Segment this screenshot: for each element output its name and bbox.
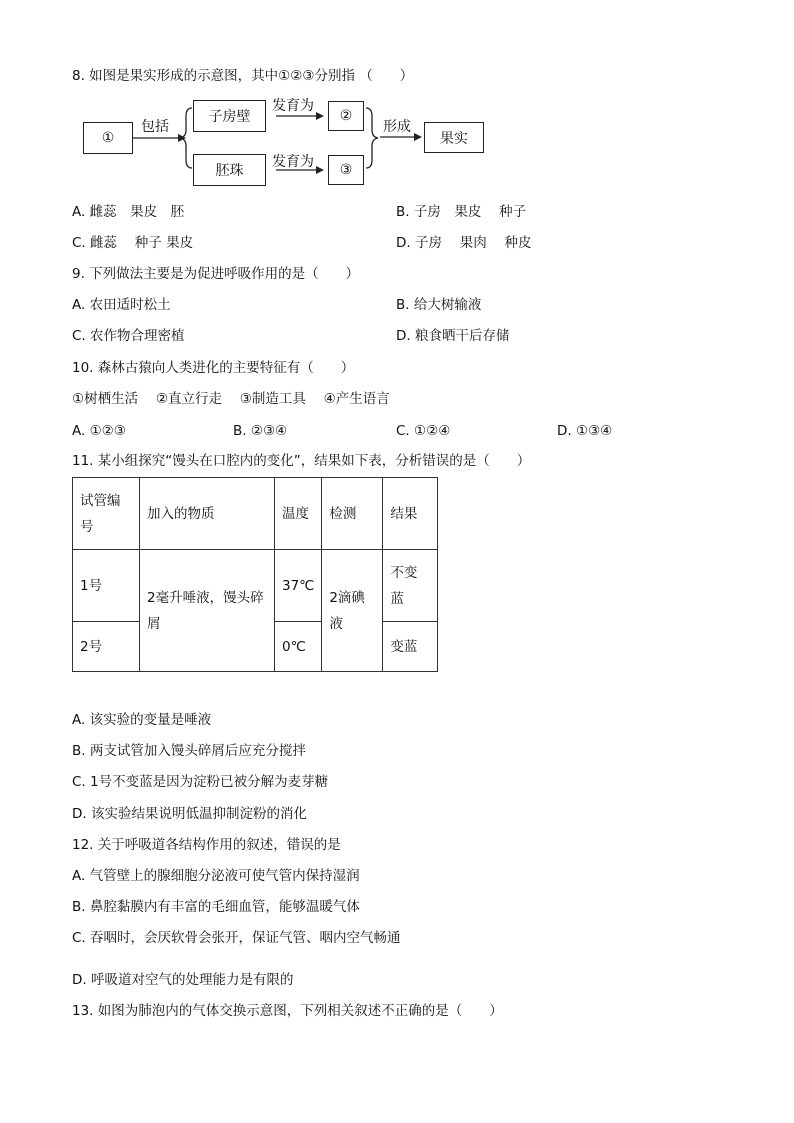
q10-option-d: D. ①③④ — [557, 423, 613, 439]
q12-stem: 12. 关于呼吸道各结构作用的叙述，错误的是 — [72, 837, 341, 853]
label-form: 形成 — [383, 119, 411, 135]
q13-stem: 13. 如图为肺泡内的气体交换示意图，下列相关叙述不正确的是（ ） — [72, 1003, 503, 1019]
cell-temp-1: 37℃ — [275, 550, 322, 622]
table-header-row — [73, 478, 438, 550]
q11-stem: 11. 某小组探究“馒头在口腔内的变化”，结果如下表，分析错误的是（ ） — [72, 453, 531, 469]
q9-stem: 9. 下列做法主要是为促进呼吸作用的是（ ） — [72, 266, 360, 282]
q12-option-a: A. 气管壁上的腺细胞分泌液可使气管内保持湿润 — [72, 868, 360, 884]
diagram-box-1: ① — [83, 122, 133, 154]
diagram-box-2: ② — [328, 101, 364, 131]
header-temperature: 温度 — [275, 478, 322, 550]
q12-option-c: C. 吞咽时，会厌软骨会张开，保证气管、咽内空气畅通 — [72, 930, 401, 946]
q8-option-c: C. 雌蕊 种子 果皮 — [72, 235, 194, 251]
table-row — [73, 550, 438, 622]
diagram-box-ovary-wall: 子房壁 — [193, 100, 266, 132]
diagram-box-3: ③ — [328, 155, 364, 185]
cell-tube-1: 1号 — [73, 550, 140, 622]
cell-tube-2: 2号 — [73, 622, 140, 672]
cell-detect: 2滴碘液 — [322, 550, 383, 672]
q11-option-c: C. 1号不变蓝是因为淀粉已被分解为麦芽糖 — [72, 774, 329, 790]
cell-result-1: 不变蓝 — [383, 550, 438, 622]
q11-option-a: A. 该实验的变量是唾液 — [72, 712, 212, 728]
q9-option-d: D. 粮食晒干后存储 — [396, 328, 510, 344]
cell-result-2: 变蓝 — [383, 622, 438, 672]
label-develop-2: 发育为 — [272, 154, 314, 170]
label-develop-1: 发育为 — [272, 98, 314, 114]
diagram-box-fruit: 果实 — [424, 122, 484, 153]
q8-option-d: D. 子房 果肉 种皮 — [396, 235, 532, 251]
header-tube-number: 试管编号 — [73, 478, 140, 550]
cell-substance: 2毫升唾液，馒头碎屑 — [140, 550, 275, 672]
diagram-box-ovule: 胚珠 — [193, 154, 266, 186]
q10-option-c: C. ①②④ — [396, 423, 451, 439]
q9-option-b: B. 给大树输液 — [396, 297, 482, 313]
q8-option-a: A. 雌蕊 果皮 胚 — [72, 204, 185, 220]
q10-features: ①树栖生活 ②直立行走 ③制造工具 ④产生语言 — [72, 391, 390, 407]
diagram-lines — [0, 0, 794, 200]
q10-option-a: A. ①②③ — [72, 423, 126, 439]
q8-stem: 8. 如图是果实形成的示意图，其中①②③分别指 （ ） — [72, 68, 414, 84]
experiment-table — [72, 477, 438, 672]
q12-option-d: D. 呼吸道对空气的处理能力是有限的 — [72, 972, 294, 988]
q11-option-b: B. 两支试管加入馒头碎屑后应充分搅拌 — [72, 743, 306, 759]
q9-option-c: C. 农作物合理密植 — [72, 328, 185, 344]
label-include: 包括 — [141, 119, 169, 135]
q9-option-a: A. 农田适时松土 — [72, 297, 171, 313]
q11-option-d: D. 该实验结果说明低温抑制淀粉的消化 — [72, 806, 307, 822]
header-detect: 检测 — [322, 478, 383, 550]
header-result: 结果 — [383, 478, 438, 550]
q12-option-b: B. 鼻腔黏膜内有丰富的毛细血管，能够温暖气体 — [72, 899, 360, 915]
q10-option-b: B. ②③④ — [233, 423, 288, 439]
cell-temp-2: 0℃ — [275, 622, 322, 672]
header-substance: 加入的物质 — [140, 478, 275, 550]
q8-option-b: B. 子房 果皮 种子 — [396, 204, 527, 220]
q10-stem: 10. 森林古猿向人类进化的主要特征有（ ） — [72, 360, 355, 376]
